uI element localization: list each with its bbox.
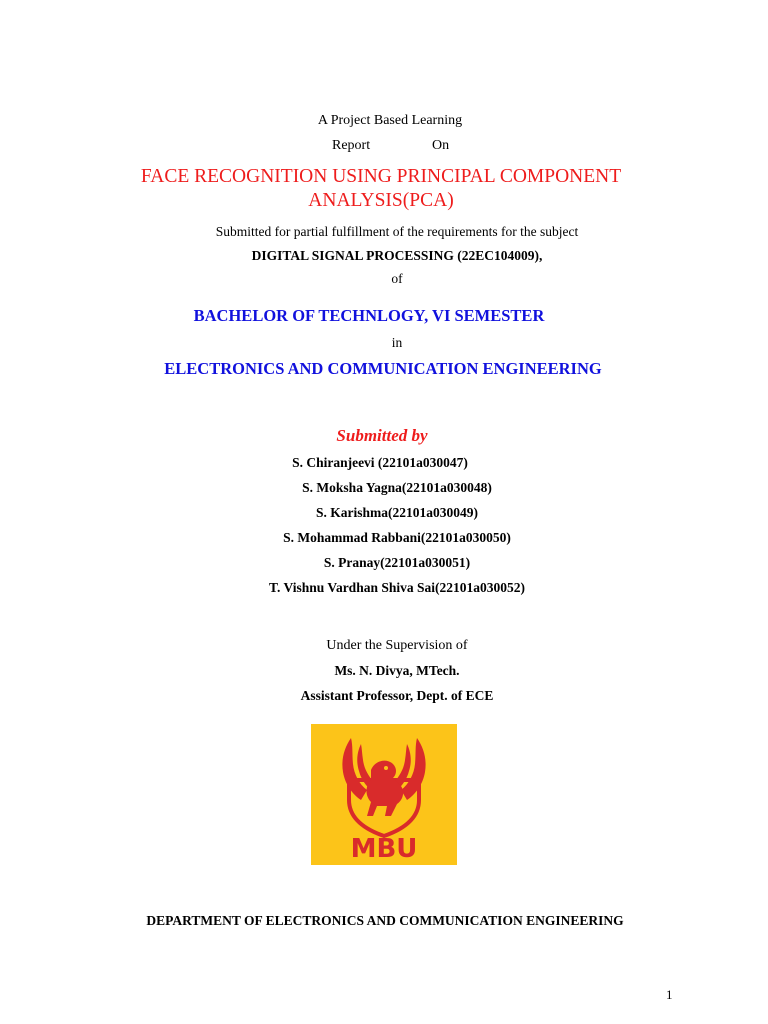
supervisor-designation: Assistant Professor, Dept. of ECE	[300, 688, 494, 703]
student-item: S. Moksha Yagna(22101a030048)	[302, 480, 492, 495]
of-text: of	[391, 271, 403, 286]
intro-line: A Project Based Learning	[317, 113, 463, 128]
student-item: S. Mohammad Rabbani(22101a030050)	[283, 530, 511, 545]
supervisor-name: Ms. N. Divya, MTech.	[334, 663, 460, 678]
submitted-by-heading: Submitted by	[336, 426, 428, 445]
degree-title: BACHELOR OF TECHNLOGY, VI SEMESTER	[193, 306, 545, 325]
department-name: DEPARTMENT OF ELECTRONICS AND COMMUNICATION ENGINEERING	[146, 913, 624, 928]
university-logo	[311, 724, 457, 865]
student-item: S. Pranay(22101a030051)	[323, 555, 471, 570]
supervision-label: Under the Supervision of	[326, 638, 468, 653]
student-item: S. Chiranjeevi (22101a030047)	[292, 455, 468, 470]
student-item: T. Vishnu Vardhan Shiva Sai(22101a030052)	[269, 580, 525, 595]
student-list	[0, 455, 768, 605]
on-label: On	[432, 138, 450, 153]
page-number: 1	[666, 987, 673, 1002]
title-line-2: ANALYSIS(PCA)	[308, 190, 454, 211]
title-line-1: FACE RECOGNITION USING PRINCIPAL COMPONENT	[140, 166, 622, 187]
branch-title: ELECTRONICS AND COMMUNICATION ENGINEERING	[164, 359, 602, 378]
submitted-for-text: Submitted for partial fulfillment of the requirements for the subject	[215, 224, 579, 239]
mbu-emblem-icon	[311, 724, 457, 865]
student-item: S. Karishma(22101a030049)	[316, 505, 478, 520]
subject-name: DIGITAL SIGNAL PROCESSING (22EC104009),	[251, 248, 543, 263]
in-text: in	[391, 335, 403, 350]
report-label: Report	[332, 138, 371, 153]
logo-text: MBU	[350, 834, 418, 864]
